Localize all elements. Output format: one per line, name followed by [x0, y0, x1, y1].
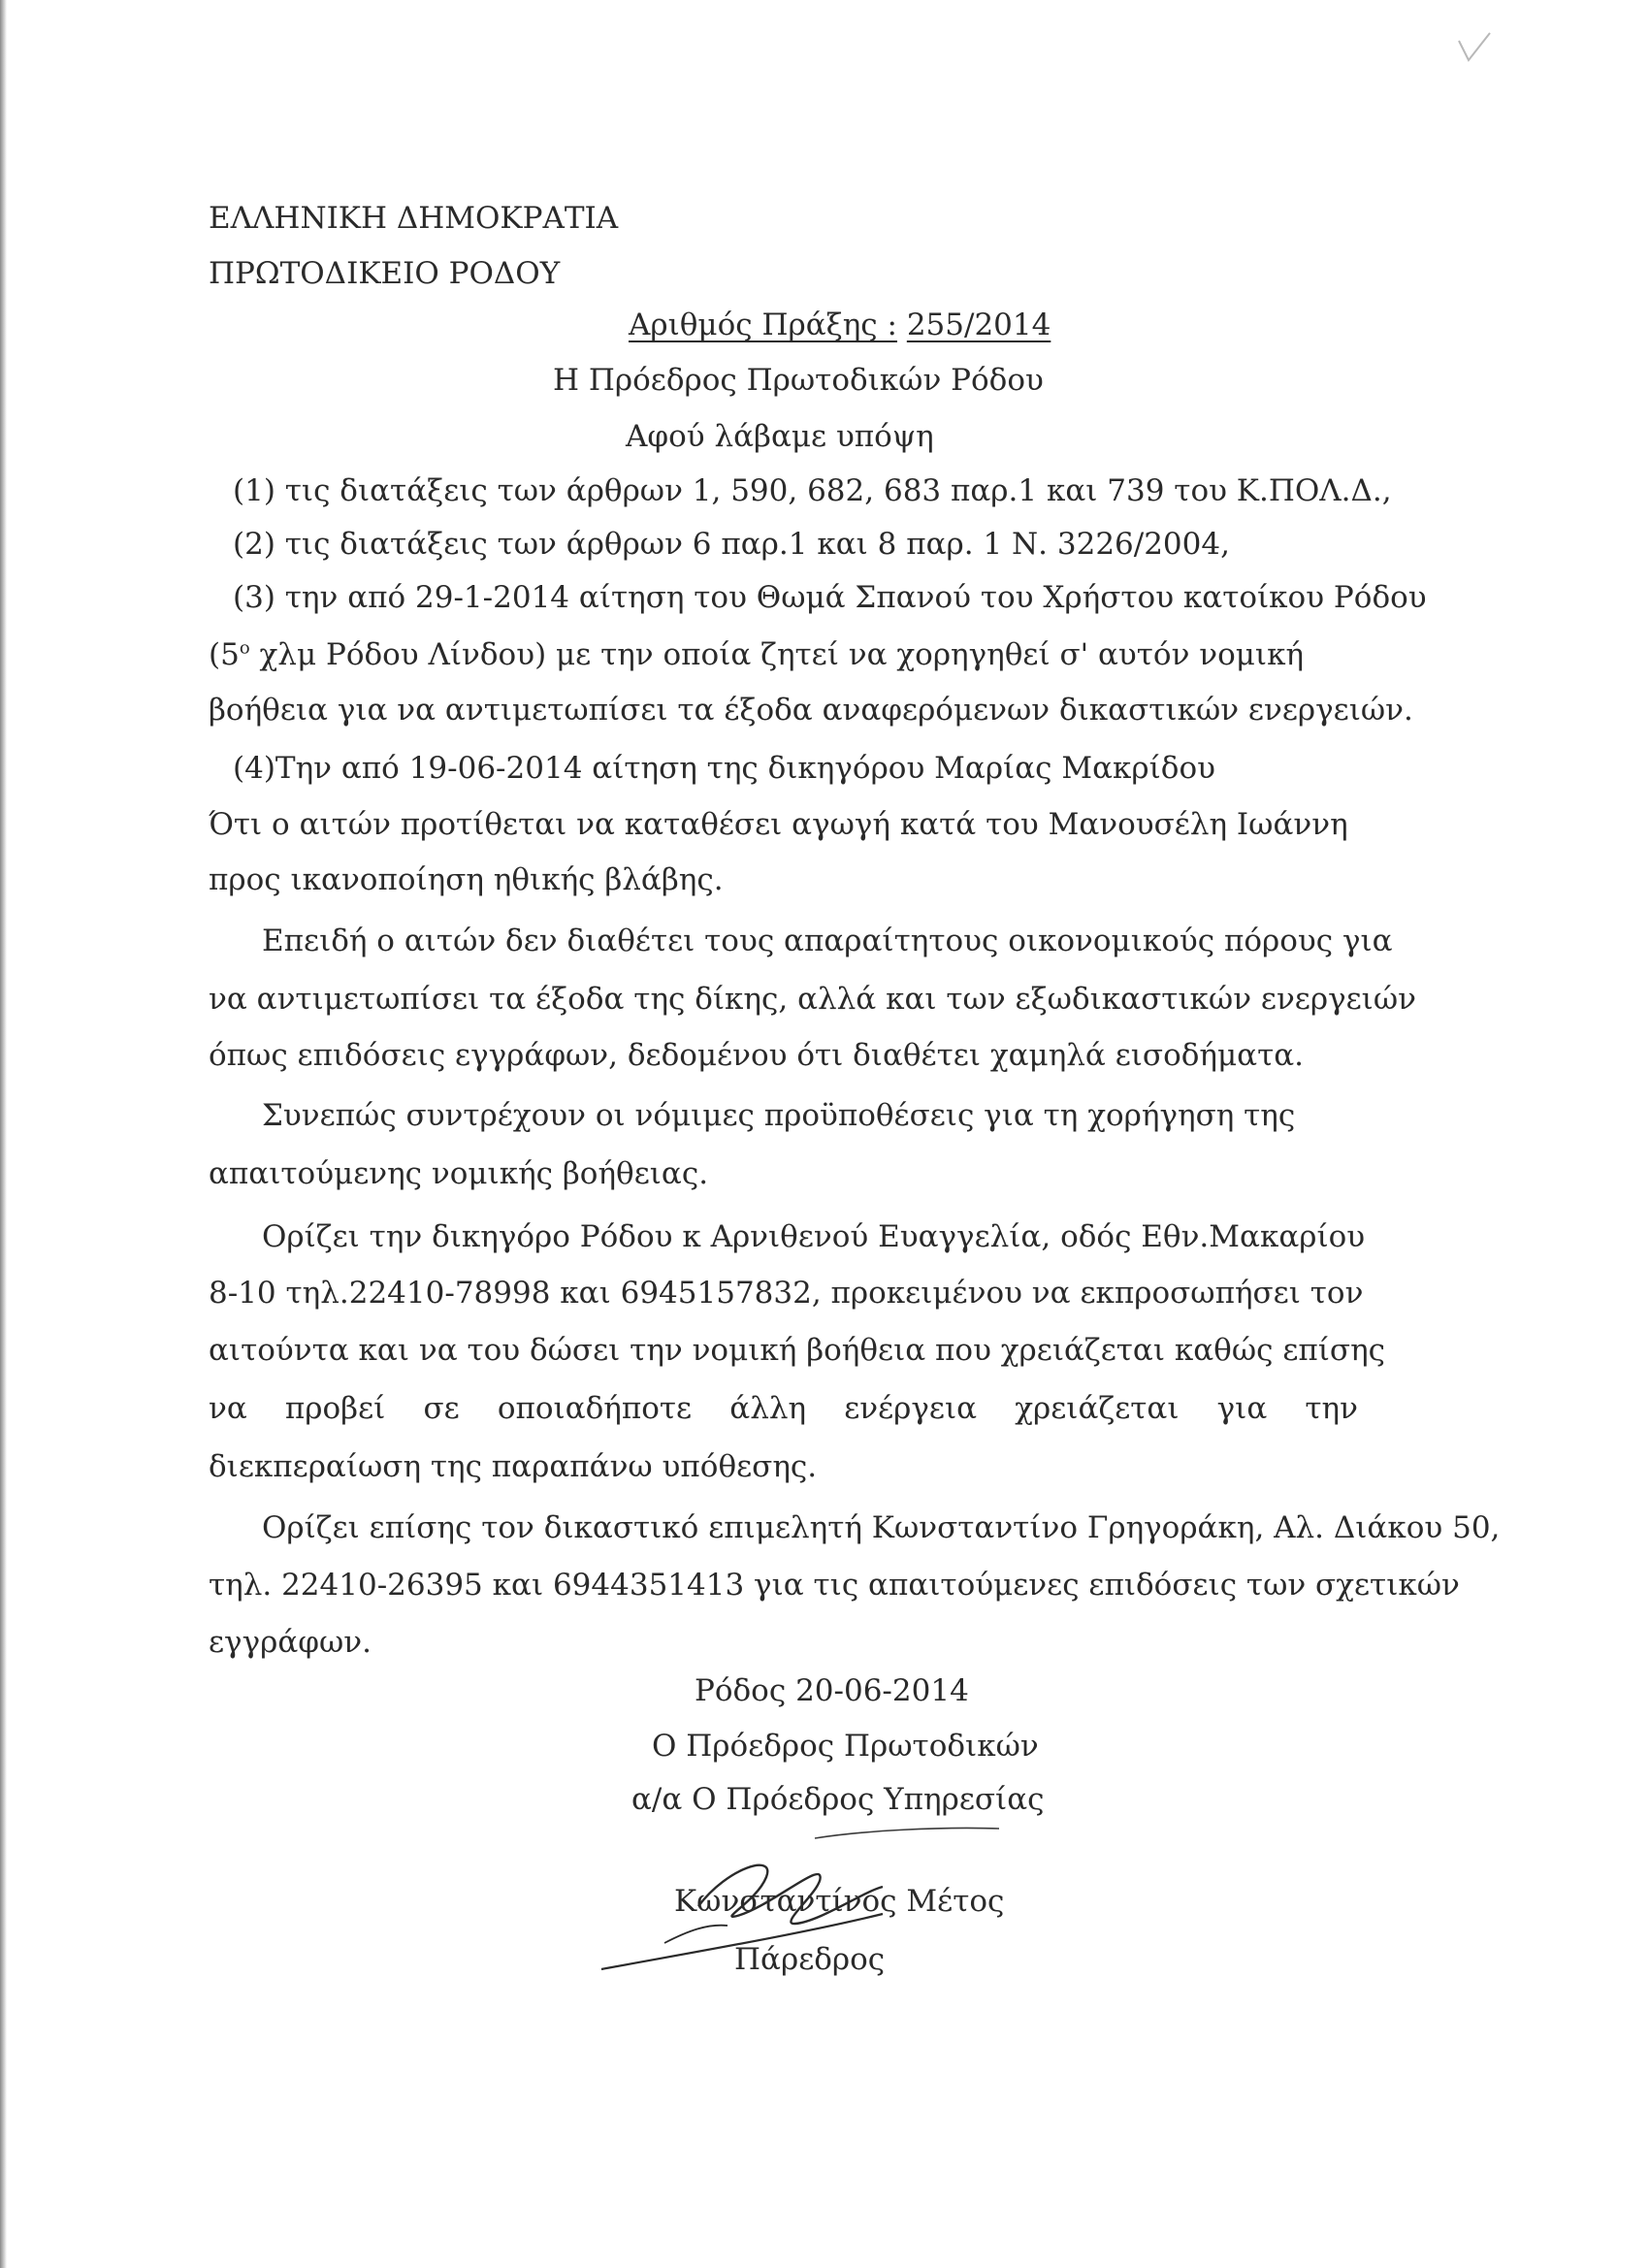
signer-role-1: Ο Πρόεδρος Πρωτοδικών	[652, 1729, 1039, 1764]
signer-role-2: α/α Ο Πρόεδρος Υπηρεσίας	[631, 1782, 1045, 1817]
consideration-2: (2) τις διατάξεις των άρθρων 6 παρ.1 και 8 παρ. 1 Ν. 3226/2004,	[233, 527, 1230, 562]
act-number	[629, 306, 1051, 344]
word: ενέργεια	[844, 1391, 978, 1426]
reasoning-p2-line-1: Συνεπώς συντρέχουν οι νόμιμες προϋποθέσεις για τη χορήγηση της	[262, 1098, 1296, 1133]
consideration-3-line-2-start: (5	[209, 637, 240, 672]
consideration-3-line-1: (3) την από 29-1-2014 αίτηση του Θωμά Σπανού του Χρήστου κατοίκου Ρόδου	[233, 580, 1427, 615]
decision-p2-line-2: τηλ. 22410-26395 και 6944351413 για τις απαιτούμενες επιδόσεις των σχετικών	[209, 1568, 1460, 1603]
word: προβεί	[284, 1391, 386, 1426]
consideration-1: (1) τις διατάξεις των άρθρων 1, 590, 682, 683 παρ.1 και 739 του Κ.ΠΟΛ.Δ.,	[233, 473, 1392, 508]
considering-heading: Αφού λάβαμε υπόψη	[626, 419, 934, 454]
consideration-3-line-3: βοήθεια για να αντιμετωπίσει τα έξοδα αναφερόμενων δικαστικών ενεργειών.	[209, 693, 1413, 728]
reasoning-p1-line-3: όπως επιδόσεις εγγράφων, δεδομένου ότι διαθέτει χαμηλά εισοδήματα.	[209, 1038, 1305, 1073]
scan-edge-shadow	[0, 0, 7, 2268]
reasoning-p1-line-1: Επειδή ο αιτών δεν διαθέτει τους απαραίτητους οικονομικούς πόρους για	[262, 923, 1393, 958]
decision-p1-line-3: αιτούντα και να του δώσει την νομική βοήθεια που χρειάζεται καθώς επίσης	[209, 1333, 1386, 1368]
signer-name: Κωνσταντίνος Μέτος	[674, 1884, 1005, 1919]
act-number-label: Αριθμός Πράξης :	[629, 308, 897, 342]
word: να	[209, 1391, 247, 1426]
reasoning-p2-line-2: απαιτούμενης νομικής βοήθειας.	[209, 1156, 709, 1191]
consideration-3-line-2-rest: χλμ Ρόδου Λίνδου) με την οποία ζητεί να χορηγηθεί σ' αυτόν νομική	[249, 637, 1305, 672]
decision-p1-line-5: διεκπεραίωση της παραπάνω υπόθεσης.	[209, 1449, 818, 1484]
signer-title: Πάρεδρος	[734, 1942, 886, 1977]
word: για	[1216, 1391, 1268, 1426]
act-number-value: 255/2014	[906, 308, 1051, 342]
word: την	[1305, 1391, 1358, 1426]
consideration-4-line-3: προς ικανοποίηση ηθικής βλάβης.	[209, 862, 724, 897]
word: χρειάζεται	[1015, 1391, 1180, 1426]
decision-p1-line-4	[209, 1389, 1358, 1428]
ordinal-superscript: ο	[239, 637, 250, 659]
place-date: Ρόδος 20-06-2014	[695, 1673, 969, 1708]
decision-p1-line-2: 8-10 τηλ.22410-78998 και 6945157832, προκειμένου να εκπροσωπήσει τον	[209, 1276, 1364, 1311]
word: σε	[423, 1391, 460, 1426]
header-court: ΠΡΩΤΟΔΙΚΕΙΟ ΡΟΔΟΥ	[209, 256, 561, 291]
consideration-4-line-2: Ότι ο αιτών προτίθεται να καταθέσει αγωγή κατά του Μανουσέλη Ιωάννη	[209, 807, 1348, 842]
decision-p2-line-3: εγγράφων.	[209, 1625, 372, 1660]
decision-p2-line-1: Ορίζει επίσης τον δικαστικό επιμελητή Κωνσταντίνο Γρηγοράκη, Αλ. Διάκου 50,	[262, 1510, 1501, 1545]
decision-p1-line-1: Ορίζει την δικηγόρο Ρόδου κ Αρνιθενού Ευαγγελία, οδός Εθν.Μακαρίου	[262, 1219, 1366, 1254]
consideration-3-line-2	[209, 635, 1304, 674]
act-issuer: Η Πρόεδρος Πρωτοδικών Ρόδου	[553, 363, 1044, 398]
pencil-check-mark	[1455, 27, 1494, 66]
reasoning-p1-line-2: να αντιμετωπίσει τα έξοδα της δίκης, αλλά και των εξωδικαστικών ενεργειών	[209, 982, 1416, 1017]
consideration-4-line-1: (4)Την από 19-06-2014 αίτηση της δικηγόρου Μαρίας Μακρίδου	[233, 751, 1215, 786]
header-country: ΕΛΛΗΝΙΚΗ ΔΗΜΟΚΡΑΤΙΑ	[209, 201, 619, 236]
word: οποιαδήποτε	[497, 1391, 693, 1426]
word: άλλη	[729, 1391, 807, 1426]
